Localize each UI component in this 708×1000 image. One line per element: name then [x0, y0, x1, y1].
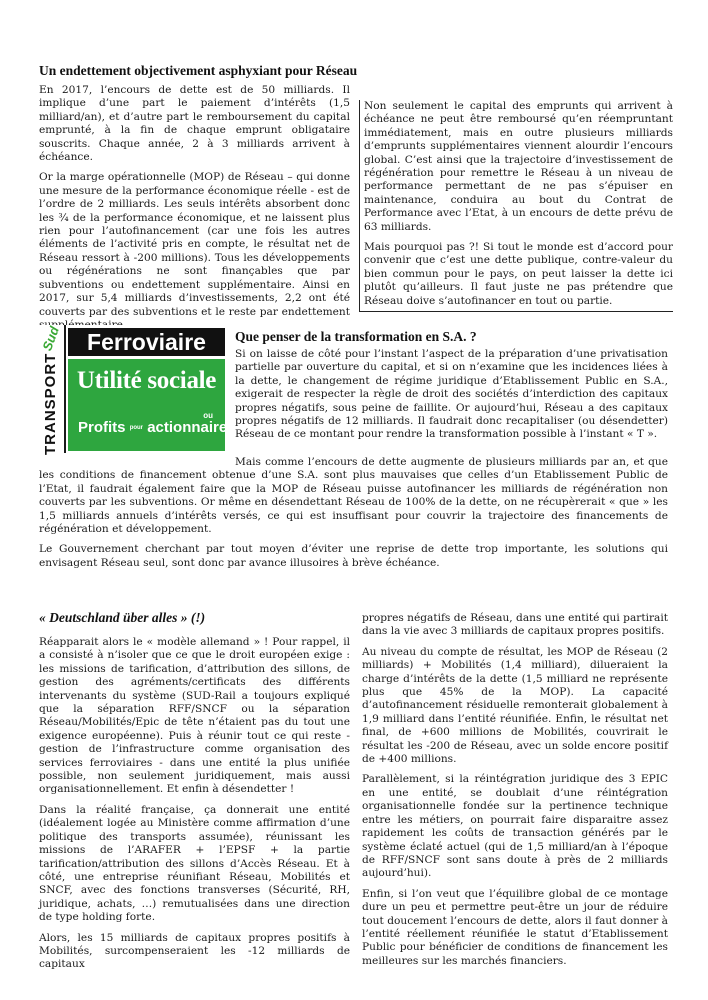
logo-side-text: TRANSPORT: [42, 352, 59, 455]
logo-banner: Ferroviaire: [68, 328, 225, 356]
section2-paragraph-1: Si on laisse de côté pour l’instant l’aspect de la préparation d’une privatisation partielle par ouverture du capital, et si on n’examine que les incidences liées à la dette, le changement de régime juridique d’Etablissement Public en S.A., exigerait de respecter la règle de droit des sociétés d’interdiction des capitaux propres négatifs, sous peine de faillite. Or aujourd’hui, Réseau a des capitaux propres négatifs de 12 milliards. Il faudrait donc recapitaliser (ou désendetter) Réseau de ce montant pour rendre la transformation possible à l’instant « T ».: [235, 348, 668, 441]
section2-paragraph-2: Mais comme l’encours de dette augmente de plusieurs milliards par an, et que les conditions de financement obtenue d’une S.A. sont plus mauvaises que celles d’un Etablissement Public de l’Etat, il faudrait également faire que la MOP de Réseau puisse autofinancer les milliards de régénération non couverts par les subventions. Or même en désendettant Réseau de 100% de la dette, on ne récupèrerait « que » les 1,5 milliards annuels d’intérêts versés, ce qui est insuffisant pour couvrir la trajectoire des financements de régénération et développement.: [39, 456, 668, 536]
section1-paragraph-2: Or la marge opérationnelle (MOP) de Réseau – qui donne une mesure de la performance économique réelle - est de l’ordre de 2 milliards. Les seuls intérêts absorbent donc les ¾ de la performance économique, et ne laissent plus rien pour l’autofinancement (car une fois les autres éléments de l’activité pris en compte, le résultat net de Réseau ressort à -200 millions). Tous les développements ou régénérations ne sont finançables que par subventions ou endettement supplémentaire. Ainsi en 2017, sur 5,4 milliards d’investissements, 2,2 ont été couverts par des subventions et le reste par endettement: [39, 171, 350, 318]
section1-paragraph-4: Mais pourquoi pas ?! Si tout le monde est d’accord pour convenir que c’est une dette publique, contre-valeur du bien commun pour le pays, on peut laisser la dette ici plutôt qu’ailleurs. Il faut juste ne pas prétendre que Réseau doive s’autofinancer en tout ou partie.: [364, 241, 673, 307]
section3-title: « Deutschland über alles » (!): [39, 610, 206, 625]
logo-green-panel: [68, 359, 249, 451]
section3-right-column: [362, 612, 668, 968]
section1-paragraph-3: Non seulement le capital des emprunts qui arrivent à échéance ne peut être remboursé qu’en réempruntant immédiatement, mais en outre plusieurs milliards d’emprunts supplémentaires viennent alourdir l’encours global. C’est ainsi que la trajectoire d’investissement de régénération pour remettre le Réseau à un niveau de performance permettant de ne pas s’épuiser en maintenance, conduira au bout du Contrat de Performance avec l’Etat, à un encours de dette prévu de 63 milliards.: [364, 100, 673, 233]
section2-intro: [235, 348, 668, 442]
section1-paragraph-1: En 2017, l’encours de dette est de 50 milliards. Il implique d’une part le paiement d’intérêts (1,5 milliard/an), et d’autre part le remboursement du capital emprunté, à la fin de chaque emprunt obligataire souscrits. Chaque année, 2 à 3 milliards arrivent à échéance.: [39, 84, 350, 164]
section2-title: Que penser de la transformation en S.A. ?: [235, 329, 477, 344]
section1-title: Un endettement objectivement asphyxiant pour Réseau: [39, 63, 358, 78]
logo-ou: ou: [203, 411, 213, 420]
logo-brand: Sud: [39, 324, 62, 353]
logo-profits-line: [78, 419, 249, 436]
section3-paragraph-5: Au niveau du compte de résultat, les MOP de Réseau (2 milliards) + Mobilités (1,4 milliard), dilueraient la charge d’intérêts de la dette (1,5 milliard ne représente plus que 45% de la MOP). La capacité d’autofinancement résiduelle remonterait globalement à 1,9 milliard dans l’entité réunifiée. Enfin, le résultat net final, de +600 millions de Mobilités, couvrirait le résultat les -200 de Réseau, avec un solde encore positif de +400 millions.: [362, 645, 668, 766]
logo-profits: Profits: [78, 419, 126, 436]
section2-paragraph-3: Le Gouvernement cherchant par tout moyen d’éviter une reprise de dette trop importante, les solutions qui envisagent Réseau seul, sont donc par avance illusoires à brève échéance.: [39, 543, 668, 569]
section1-left-column: [39, 84, 350, 332]
sud-rail-logo: [38, 324, 249, 455]
logo-pour: pour: [129, 425, 144, 432]
logo-side-band: [38, 325, 66, 453]
logo-headline: Utilité sociale: [76, 367, 217, 394]
section3-paragraph-3: Alors, les 15 milliards de capitaux propres positifs à Mobilités, surcompenseraient les -12 milliards de capitaux: [39, 931, 350, 971]
section3-paragraph-2: Dans la réalité française, ça donnerait une entité (idéalement logée au Ministère comme affirmation d’une politique des transports assumée), réunissant les missions de l’ARAFER + l’EPSF + la partie tarification/attribution des sillons d’Accès Réseau. Et à côté, une entreprise réunifiant Réseau, Mobilités et SNCF, avec des fonctions transverses (Sécurité, RH, juridique, achats, …) remutualisées dans une direction de type holding forte.: [39, 803, 350, 924]
logo-actionnaires: actionnaires ?: [147, 419, 249, 436]
section3-left-column: [39, 636, 350, 972]
section1-right-column: [359, 100, 673, 312]
section3-paragraph-4: propres négatifs de Réseau, dans une entité qui partirait dans la vie avec 3 milliards de capitaux propres positifs.: [362, 612, 668, 638]
section3-paragraph-7: Enfin, si l’on veut que l’équilibre global de ce montage dure un peu et permettre peut-être un jour de réduire tout doucement l’encours de dette, alors il faut donner à l’entité réellement réunifiée le statut d’Etablissement Public pour bénéficier de conditions de financement les meilleures sur les marchés financiers.: [362, 887, 668, 967]
section2-body: [39, 456, 668, 570]
section3-paragraph-1: Réapparait alors le « modèle allemand » ! Pour rappel, il a consisté à n’isoler que ce que le droit européen exige : les missions de tarification, d’attribution des sillons, de gestion des agréments/certificats des différents intervenants du système (SUD-Rail a toujours expliqué que la séparation RFF/SNCF ou la séparation Réseau/Mobilités/Epic de tête n’étaient pas du tout une exigence européenne). Puis à réunir tout ce qui reste - gestion de l’infrastructure comme organisation des services ferroviaires - dans une entité la plus unifiée possible, non seulement juridiquement, mais aussi organisationnellement. Et enfin à désendetter !: [39, 636, 350, 796]
section3-paragraph-6: Parallèlement, si la réintégration juridique des 3 EPIC en une entité, se doublait d’une réintégration organisationnelle fondée sur la pertinence technique entre les métiers, on pourrait faire disparaitre assez rapidement les coûts de transaction générés par le système éclaté actuel (qui de 1,5 milliard/an à l’époque de RFF/SNCF sont sans doute à près de 2 milliards aujourd’hui).: [362, 773, 668, 880]
